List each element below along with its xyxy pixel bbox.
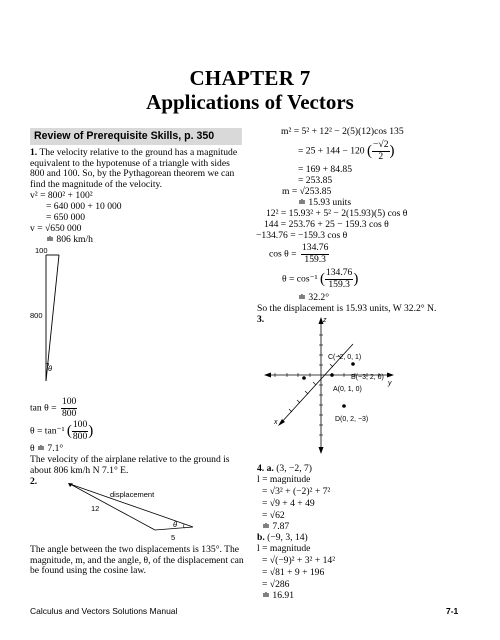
cosine-law-line-2: = 25 + 144 − 120 ( $\frac{-√2}{2}$ ) bbox=[298, 139, 395, 162]
cos-den: 159.3 bbox=[304, 253, 326, 265]
figure-1-triangle bbox=[28, 245, 138, 390]
p4a-line-4: = √62 bbox=[262, 510, 285, 521]
fig2-theta: θ bbox=[173, 520, 178, 529]
problem-4a-vector: (3, −2, 7) bbox=[276, 463, 312, 474]
tan1-lhs: tan θ = bbox=[30, 402, 57, 414]
v-line-3: = 650 000 bbox=[46, 212, 85, 223]
tan2-fraction bbox=[72, 420, 88, 442]
eq-line-169: = 169 + 84.85 bbox=[298, 164, 352, 175]
eq-line-m: m = √253.85 bbox=[282, 186, 332, 197]
problem-4b-vector: (−9, 3, 14) bbox=[267, 532, 308, 543]
problem-3-number: 3. bbox=[257, 314, 265, 325]
eq-line-144: 144 = 253.76 + 25 − 159.3 cos θ bbox=[264, 219, 389, 230]
tan-equation-2: θ = tan⁻¹ ( $\frac{100}{800}$ ) bbox=[30, 419, 94, 442]
p4a-line-5: ≐ 7.87 bbox=[262, 521, 290, 532]
cos-equation bbox=[269, 243, 329, 265]
problem-4b-label: b. bbox=[257, 532, 265, 543]
tan2-num: 100 bbox=[72, 419, 88, 430]
p4b-line-1: l = magnitude bbox=[257, 543, 311, 554]
p4b-line-4: = √286 bbox=[262, 579, 290, 590]
page-number: 7-1 bbox=[446, 606, 459, 616]
fig2-label-displacement: displacement bbox=[110, 490, 155, 499]
figure-2-triangle bbox=[60, 480, 200, 542]
eq-r2-num: −√2 bbox=[373, 139, 389, 150]
axis-z-label: z bbox=[323, 317, 327, 324]
cos-lhs: cos θ = bbox=[269, 248, 297, 260]
eq-r2-den: 2 bbox=[378, 150, 384, 162]
problem-4a-header bbox=[257, 464, 312, 475]
chapter-label: CHAPTER 7 bbox=[189, 66, 311, 90]
point-c bbox=[302, 376, 306, 380]
eq-line-12sq: 12² = 15.93² + 5² − 2(15.93)(5) cos θ bbox=[266, 208, 408, 219]
problem-1-conclusion: The velocity of the airplane relative to the ground is about 806 km/h N 7.1° E. bbox=[30, 454, 230, 476]
p4b-line-5: ≐ 16.91 bbox=[262, 590, 295, 601]
section-heading: Review of Prerequisite Skills, p. 350 bbox=[30, 128, 242, 145]
tan2-den: 800 bbox=[72, 430, 88, 442]
eq-line-m-result: ≐ 15.93 units bbox=[298, 197, 352, 208]
p4a-line-1: l = magnitude bbox=[257, 474, 311, 485]
fig1-side-label: 800 bbox=[30, 311, 43, 320]
footer-title: Calculus and Vectors Solutions Manual bbox=[30, 606, 178, 616]
theta-result: θ ≐ 7.1° bbox=[30, 443, 64, 454]
problem-2-text: The angle between the two displacements is 135°. The magnitude, m, and the angle, θ, of the displacement can be found using the cosine law. bbox=[30, 544, 244, 577]
tan-equation-1 bbox=[30, 397, 77, 419]
point-b-label: B(−3, 2, 0) bbox=[351, 374, 384, 381]
eq-line-253: = 253.85 bbox=[298, 175, 333, 186]
figure-3-axes bbox=[258, 312, 398, 458]
acos-den: 159.3 bbox=[328, 278, 350, 290]
problem-2-number: 2. bbox=[30, 476, 38, 487]
v-squared-line: v² = 800² + 100² bbox=[30, 190, 93, 201]
fig2-label-5: 5 bbox=[171, 533, 176, 542]
tan1-fraction bbox=[61, 397, 77, 419]
v-line-4: v = √650 000 bbox=[30, 223, 82, 234]
axis-y-label: y bbox=[388, 380, 392, 387]
problem-2-conclusion: So the displacement is 15.93 units, W 32.2° N. bbox=[257, 303, 437, 314]
point-a bbox=[330, 373, 334, 377]
v-line-2: = 640 000 + 10 000 bbox=[46, 201, 122, 212]
p4a-line-2: = √3² + (−2)² + 7² bbox=[262, 486, 331, 497]
cos-fraction bbox=[301, 243, 329, 265]
eq-r2-text: = 25 + 144 − 120 bbox=[298, 145, 365, 157]
fig1-top-label: 100 bbox=[35, 246, 48, 255]
tan1-num: 100 bbox=[61, 396, 77, 407]
fig2-label-12: 12 bbox=[91, 504, 100, 513]
cosine-law-line: m² = 5² + 12² − 2(5)(12)cos 135 bbox=[281, 126, 404, 137]
acos-fraction bbox=[325, 268, 353, 290]
chapter-title: Applications of Vectors bbox=[146, 90, 354, 114]
problem-4a-label: 4. a. bbox=[257, 463, 274, 474]
p4b-line-3: = √81 + 9 + 196 bbox=[262, 567, 325, 578]
point-d bbox=[342, 404, 346, 408]
acos-result: ≐ 32.2° bbox=[298, 292, 330, 303]
point-b bbox=[351, 362, 355, 366]
problem-1-number: 1. bbox=[30, 147, 38, 158]
problem-4b-header bbox=[257, 533, 308, 544]
p4b-line-2: = √(−9)² + 3² + 14² bbox=[262, 555, 336, 566]
cos-num: 134.76 bbox=[302, 242, 329, 253]
axis-x-label: x bbox=[274, 419, 278, 426]
tan1-den: 800 bbox=[61, 407, 77, 419]
point-a-label: A(0, 1, 0) bbox=[333, 386, 362, 393]
problem-1-text bbox=[30, 148, 244, 190]
acos-lhs: θ = cos⁻¹ bbox=[282, 273, 318, 285]
point-c-label: C(−2, 0, 1) bbox=[328, 354, 362, 361]
v-line-5: ≐ 806 km/h bbox=[46, 234, 93, 245]
problem-1-body: The velocity relative to the ground has a magnitude equivalent to the hypotenuse of a triangle with sides 800 and 100. So, by the Pythagorean theorem we can find the magnitude of the velocity. bbox=[30, 147, 238, 190]
eq-line-134: −134.76 = −159.3 cos θ bbox=[256, 230, 348, 241]
acos-equation: θ = cos⁻¹ ( $\frac{134.76}{159.3}$ ) bbox=[282, 267, 359, 290]
p4a-line-3: = √9 + 4 + 49 bbox=[262, 498, 315, 509]
point-d-label: D(0, 2, −3) bbox=[335, 416, 369, 423]
acos-num: 134.76 bbox=[325, 267, 353, 278]
eq-r2-fraction bbox=[372, 140, 389, 162]
tan2-lhs: θ = tan⁻¹ bbox=[30, 425, 65, 437]
fig1-theta-label: θ bbox=[48, 364, 53, 373]
